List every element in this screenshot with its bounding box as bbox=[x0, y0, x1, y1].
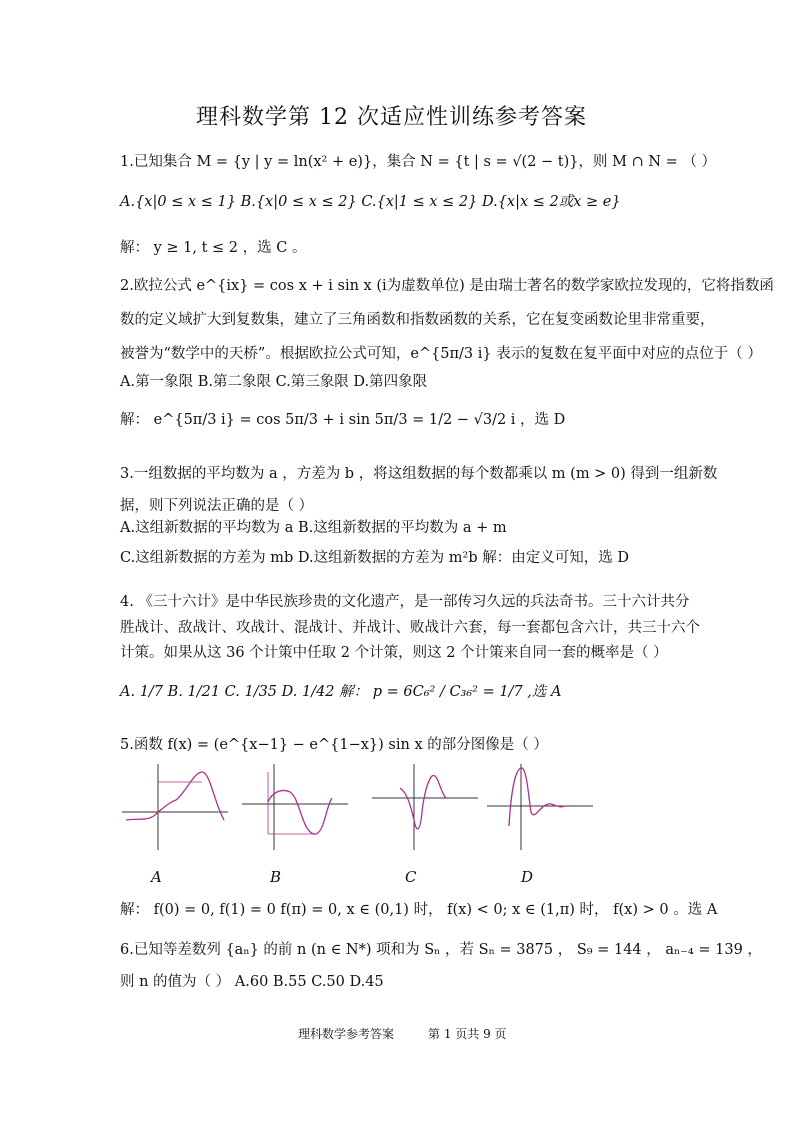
q3-line2: 据，则下列说法正确的是（ ） bbox=[120, 498, 314, 514]
q2-options: A.第一象限 B.第二象限 C.第三象限 D.第四象限 bbox=[120, 374, 428, 390]
graph-b bbox=[240, 762, 352, 852]
q5-answer: 解： f(0) = 0, f(1) = 0 f(π) = 0, x ∈ (0,1) 时， f(x) < 0; x ∈ (1,π) 时， f(x) > 0 。选 A bbox=[120, 902, 718, 918]
q6-line1: 6.已知等差数列 {aₙ} 的前 n (n ∈ N*) 项和为 Sₙ ，若 Sₙ = 3875 ， S₉ = 144 ， aₙ₋₄ = 139 ， bbox=[120, 942, 762, 958]
page-title: 理科数学第 12 次适应性训练参考答案 bbox=[196, 105, 587, 130]
graph-a bbox=[120, 762, 232, 852]
curve bbox=[268, 790, 332, 834]
q2-line2: 数的定义域扩大到复数集，建立了三角函数和指数函数的关系，它在复变函数论里非常重要， bbox=[120, 312, 715, 328]
q1-answer: 解： y ≥ 1, t ≤ 2 ，选 C 。 bbox=[120, 240, 307, 256]
footer-left: 理科数学参考答案 bbox=[298, 1027, 395, 1041]
graph-label-c: C bbox=[405, 868, 417, 886]
q1-stem: 1.已知集合 M = {y | y = ln(x² + e)}，集合 N = {t | s = √(2 − t)}，则 M ∩ N = （ ） bbox=[120, 154, 717, 170]
q1-options: A.{x|0 ≤ x ≤ 1} B.{x|0 ≤ x ≤ 2} C.{x|1 ≤ x ≤ 2} D.{x|x ≤ 2或x ≥ e} bbox=[120, 194, 621, 210]
q3-options2: C.这组新数据的方差为 mb D.这组新数据的方差为 m²b 解：由定义可知，选 D bbox=[120, 550, 629, 566]
graph-c bbox=[370, 762, 482, 852]
graph-d bbox=[485, 762, 597, 852]
q2-answer: 解： e^{5π/3 i} = cos 5π/3 + i sin 5π/3 = 1/2 − √3/2 i ，选 D bbox=[120, 412, 566, 428]
q4-line2: 胜战计、敌战计、攻战计、混战计、并战计、败战计六套，每一套都包含六计，共三十六个 bbox=[120, 620, 700, 636]
curve bbox=[509, 768, 565, 826]
q2-line3: 被誉为“数学中的天桥”。根据欧拉公式可知，e^{5π/3 i} 表示的复数在复平面中对应的点位于（ ） bbox=[120, 346, 762, 362]
footer-page-number: 第 1 页共 9 页 bbox=[428, 1027, 507, 1041]
q4-line1: 4. 《三十六计》是中华民族珍贵的文化遗产，是一部传习久远的兵法奇书。三十六计共分 bbox=[120, 594, 690, 610]
q5-stem: 5.函数 f(x) = (e^{x−1} − e^{1−x}) sin x 的部分图像是（ ） bbox=[120, 737, 548, 753]
q2-line1: 2.欧拉公式 e^{ix} = cos x + i sin x (i为虚数单位) 是由瑞士著名的数学家欧拉发现的，它将指数函 bbox=[120, 278, 774, 294]
graph-label-d: D bbox=[521, 868, 534, 886]
graph-label-b: B bbox=[270, 868, 282, 886]
curve bbox=[126, 772, 224, 820]
graph-label-a: A bbox=[151, 868, 162, 886]
curve bbox=[400, 775, 446, 828]
q3-options1: A.这组新数据的平均数为 a B.这组新数据的平均数为 a + m bbox=[120, 520, 507, 536]
q3-line1: 3.一组数据的平均数为 a ，方差为 b ，将这组数据的每个数都乘以 m (m > 0) 得到一组新数 bbox=[120, 466, 718, 482]
q4-options: A. 1/7 B. 1/21 C. 1/35 D. 1/42 解： p = 6C₆² / C₃₆² = 1/7 ,选 A bbox=[120, 684, 562, 700]
q6-line2: 则 n 的值为（ ） A.60 B.55 C.50 D.45 bbox=[120, 974, 384, 990]
q4-line3: 计策。如果从这 36 个计策中任取 2 个计策，则这 2 个计策来自同一套的概率是（ ） bbox=[120, 645, 668, 661]
